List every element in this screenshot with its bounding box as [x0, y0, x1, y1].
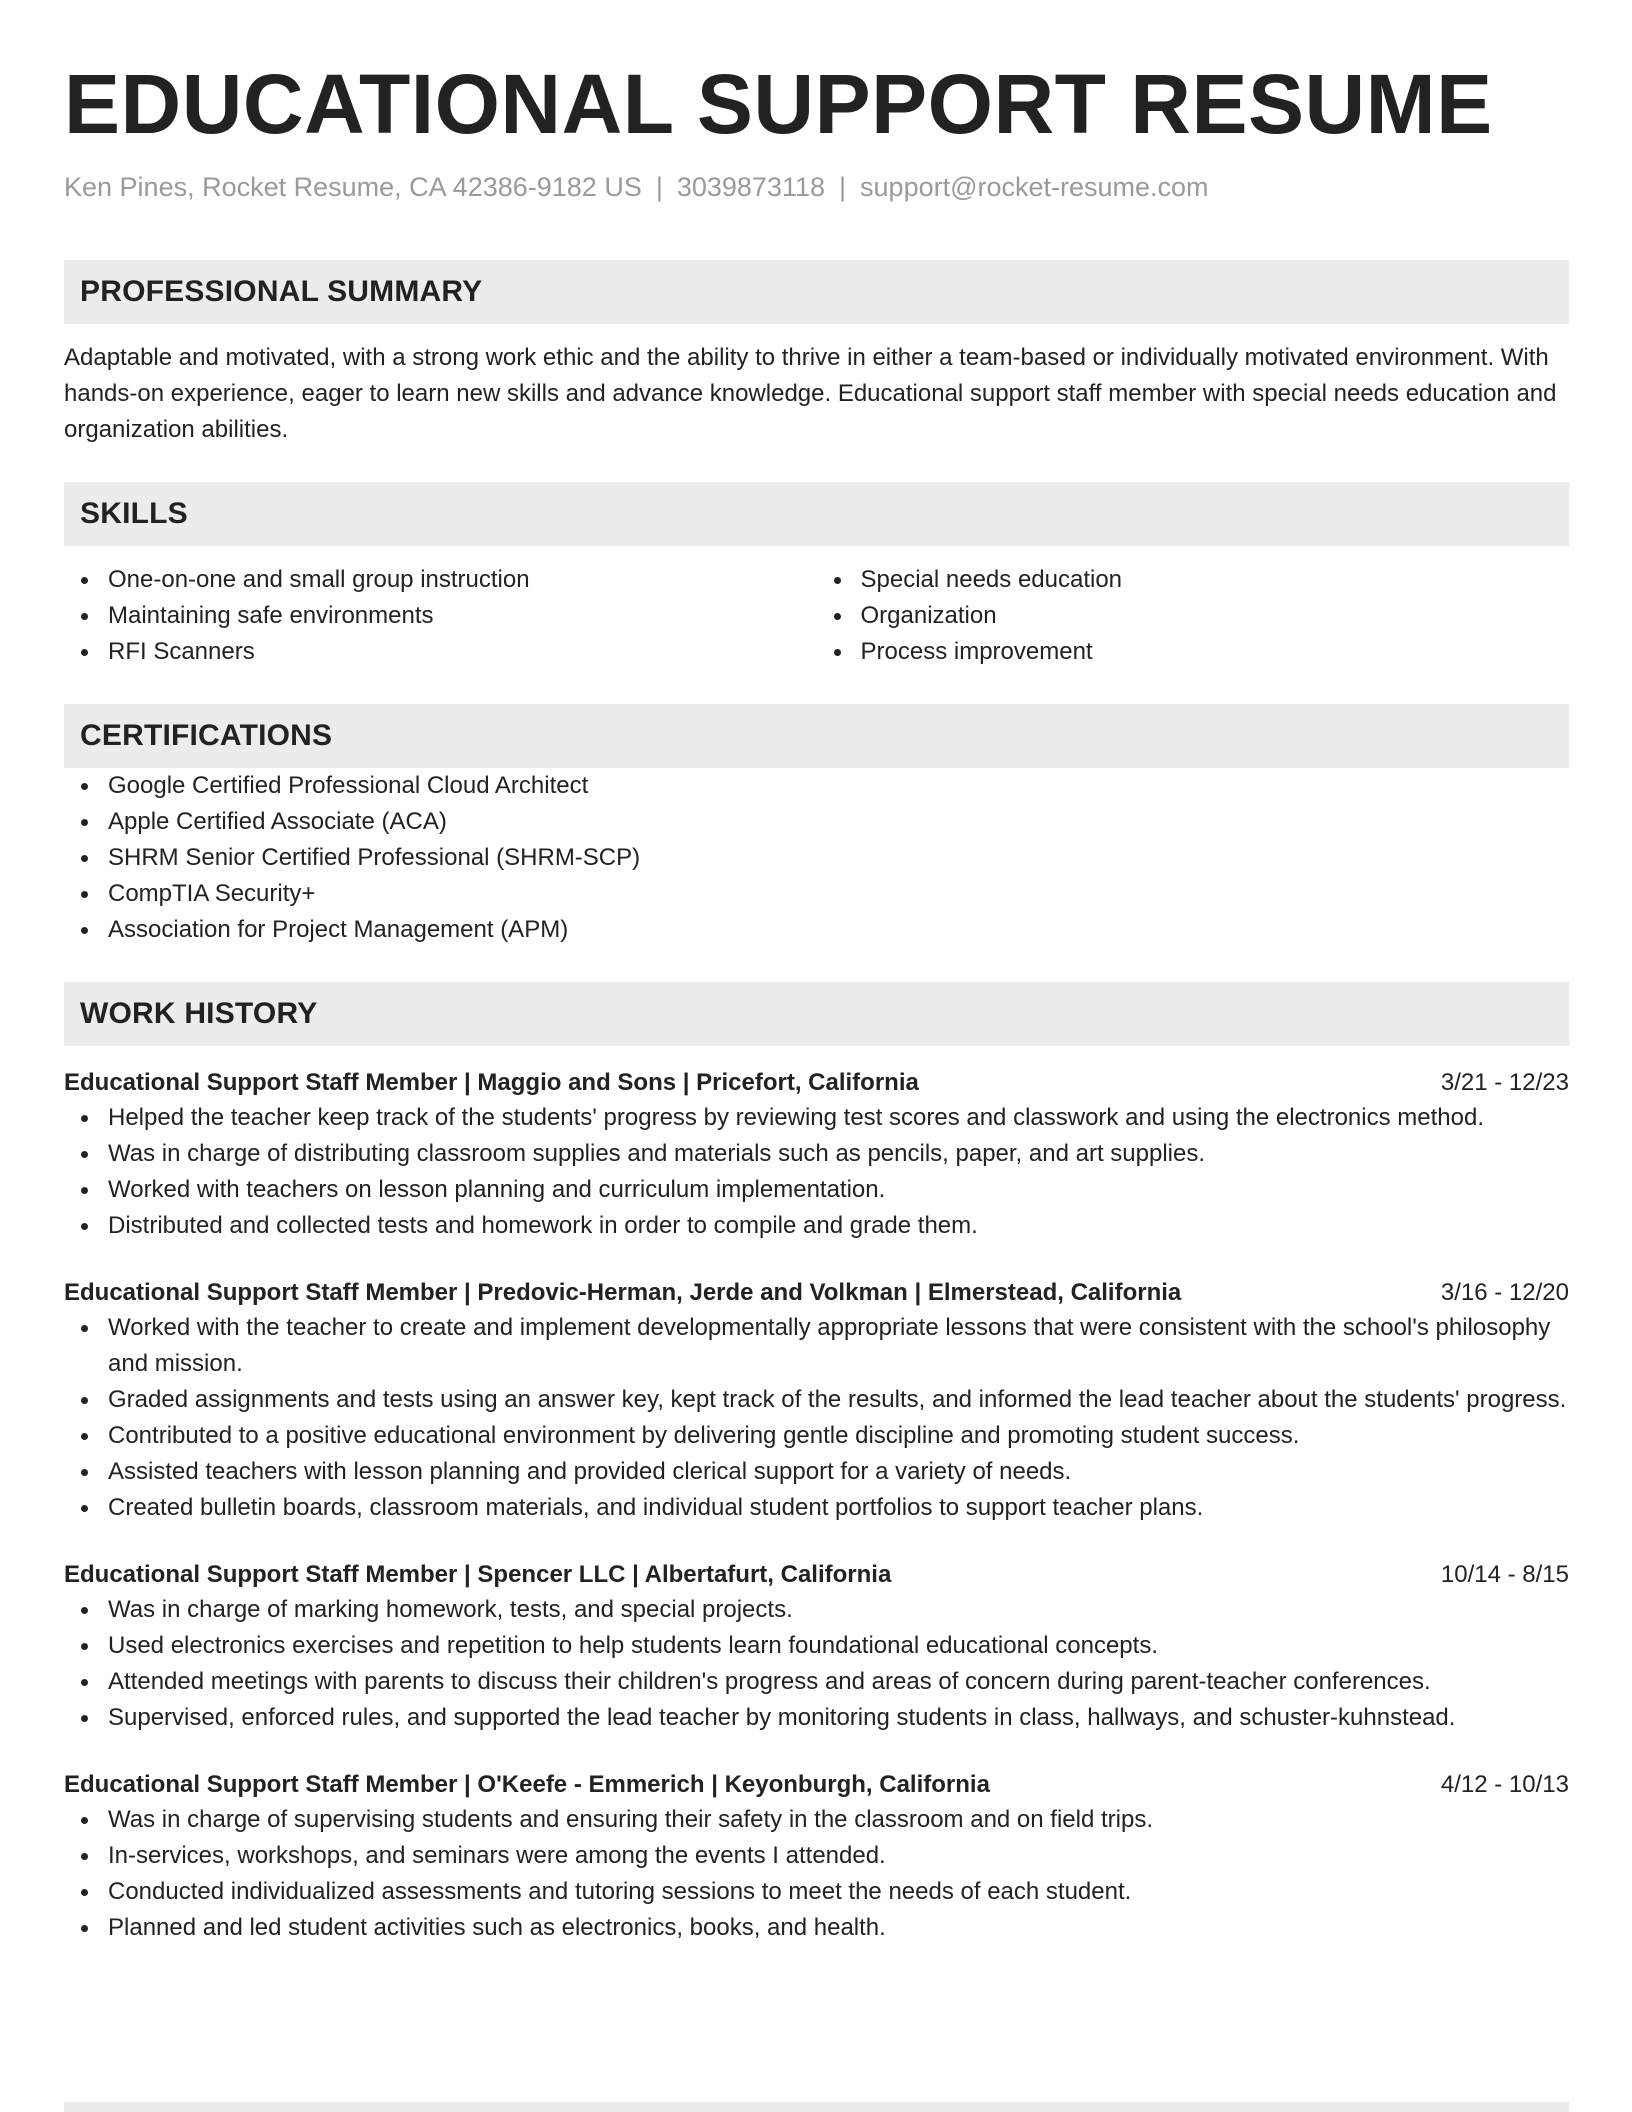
- job-bullet: Supervised, enforced rules, and supported the lead teacher by monitoring students in class, hallways, and schuster-kuhnstead.: [64, 1700, 1569, 1736]
- next-section-bar: [64, 2102, 1569, 2112]
- job-bullet: Attended meetings with parents to discuss their children's progress and areas of concern during parent-teacher conferences.: [64, 1664, 1569, 1700]
- job-bullet: Was in charge of supervising students and ensuring their safety in the classroom and on field trips.: [64, 1802, 1569, 1838]
- skills-heading: SKILLS: [64, 482, 1569, 546]
- contact-email: support@rocket-resume.com: [860, 172, 1209, 202]
- job-bullet: Assisted teachers with lesson planning and provided clerical support for a variety of needs.: [64, 1454, 1569, 1490]
- skill-item: Maintaining safe environments: [64, 598, 817, 634]
- contact-address: Ken Pines, Rocket Resume, CA 42386-9182 US: [64, 172, 642, 202]
- summary-section: [64, 260, 1569, 448]
- skill-item: RFI Scanners: [64, 634, 817, 670]
- certification-item: CompTIA Security+: [64, 876, 1569, 912]
- skills-column-left: [64, 562, 817, 670]
- job-title: Educational Support Staff Member | Spencer LLC | Albertafurt, California: [64, 1561, 892, 1588]
- skills-column-right: [817, 562, 1570, 670]
- job-entry: [64, 1066, 1569, 1244]
- job-entry: [64, 1558, 1569, 1736]
- job-bullet: Was in charge of distributing classroom supplies and materials such as pencils, paper, and art supplies.: [64, 1136, 1569, 1172]
- summary-heading: PROFESSIONAL SUMMARY: [64, 260, 1569, 324]
- certification-item: Google Certified Professional Cloud Architect: [64, 768, 1569, 804]
- skill-item: Special needs education: [817, 562, 1570, 598]
- job-bullet: Planned and led student activities such as electronics, books, and health.: [64, 1910, 1569, 1946]
- skill-item: Organization: [817, 598, 1570, 634]
- skill-item: One-on-one and small group instruction: [64, 562, 817, 598]
- job-bullet: Contributed to a positive educational environment by delivering gentle discipline and promoting student success.: [64, 1418, 1569, 1454]
- contact-line: [64, 170, 1569, 204]
- contact-separator: |: [839, 172, 847, 202]
- job-entry: [64, 1768, 1569, 1946]
- job-bullet: Graded assignments and tests using an answer key, kept track of the results, and informed the lead teacher about the students' progress.: [64, 1382, 1569, 1418]
- work-history-section: [64, 982, 1569, 1946]
- summary-text: Adaptable and motivated, with a strong work ethic and the ability to thrive in either a team-based or individually motivated environment. With hands-on experience, eager to learn new skills and advance knowledge. Educational support staff member with special needs education and organization abilities.: [64, 344, 1557, 443]
- job-dates: 10/14 - 8/15: [1440, 1561, 1569, 1588]
- job-title: Educational Support Staff Member | Predovic-Herman, Jerde and Volkman | Elmerstead, California: [64, 1279, 1182, 1306]
- job-dates: 3/16 - 12/20: [1440, 1279, 1569, 1306]
- skills-section: [64, 482, 1569, 670]
- work-history-heading: WORK HISTORY: [64, 982, 1569, 1046]
- job-bullet: Used electronics exercises and repetition to help students learn foundational educational concepts.: [64, 1628, 1569, 1664]
- job-dates: 4/12 - 10/13: [1440, 1771, 1569, 1798]
- certification-item: SHRM Senior Certified Professional (SHRM-SCP): [64, 840, 1569, 876]
- certification-item: Apple Certified Associate (ACA): [64, 804, 1569, 840]
- job-bullet: Created bulletin boards, classroom materials, and individual student portfolios to support teacher plans.: [64, 1490, 1569, 1526]
- job-title: Educational Support Staff Member | O'Keefe - Emmerich | Keyonburgh, California: [64, 1771, 990, 1798]
- job-bullet: Distributed and collected tests and homework in order to compile and grade them.: [64, 1208, 1569, 1244]
- job-bullet: Was in charge of marking homework, tests, and special projects.: [64, 1592, 1569, 1628]
- skills-grid: [64, 562, 1569, 670]
- job-bullet: Worked with teachers on lesson planning and curriculum implementation.: [64, 1172, 1569, 1208]
- certifications-section: [64, 704, 1569, 948]
- contact-separator: |: [655, 172, 663, 202]
- job-bullet: Worked with the teacher to create and implement developmentally appropriate lessons that were consistent with the school's philosophy and mission.: [64, 1310, 1569, 1382]
- job-bullet: Helped the teacher keep track of the students' progress by reviewing test scores and classwork and using the electronics method.: [64, 1100, 1569, 1136]
- contact-phone: 3039873118: [676, 172, 826, 202]
- job-dates: 3/21 - 12/23: [1440, 1069, 1569, 1096]
- job-entry: [64, 1276, 1569, 1526]
- job-bullet: Conducted individualized assessments and tutoring sessions to meet the needs of each student.: [64, 1874, 1569, 1910]
- skill-item: Process improvement: [817, 634, 1570, 670]
- resume-title: EDUCATIONAL SUPPORT RESUME: [64, 57, 1493, 151]
- job-title: Educational Support Staff Member | Maggio and Sons | Pricefort, California: [64, 1069, 919, 1096]
- job-bullet: In-services, workshops, and seminars were among the events I attended.: [64, 1838, 1569, 1874]
- certifications-heading: CERTIFICATIONS: [64, 704, 1569, 768]
- certification-item: Association for Project Management (APM): [64, 912, 1569, 948]
